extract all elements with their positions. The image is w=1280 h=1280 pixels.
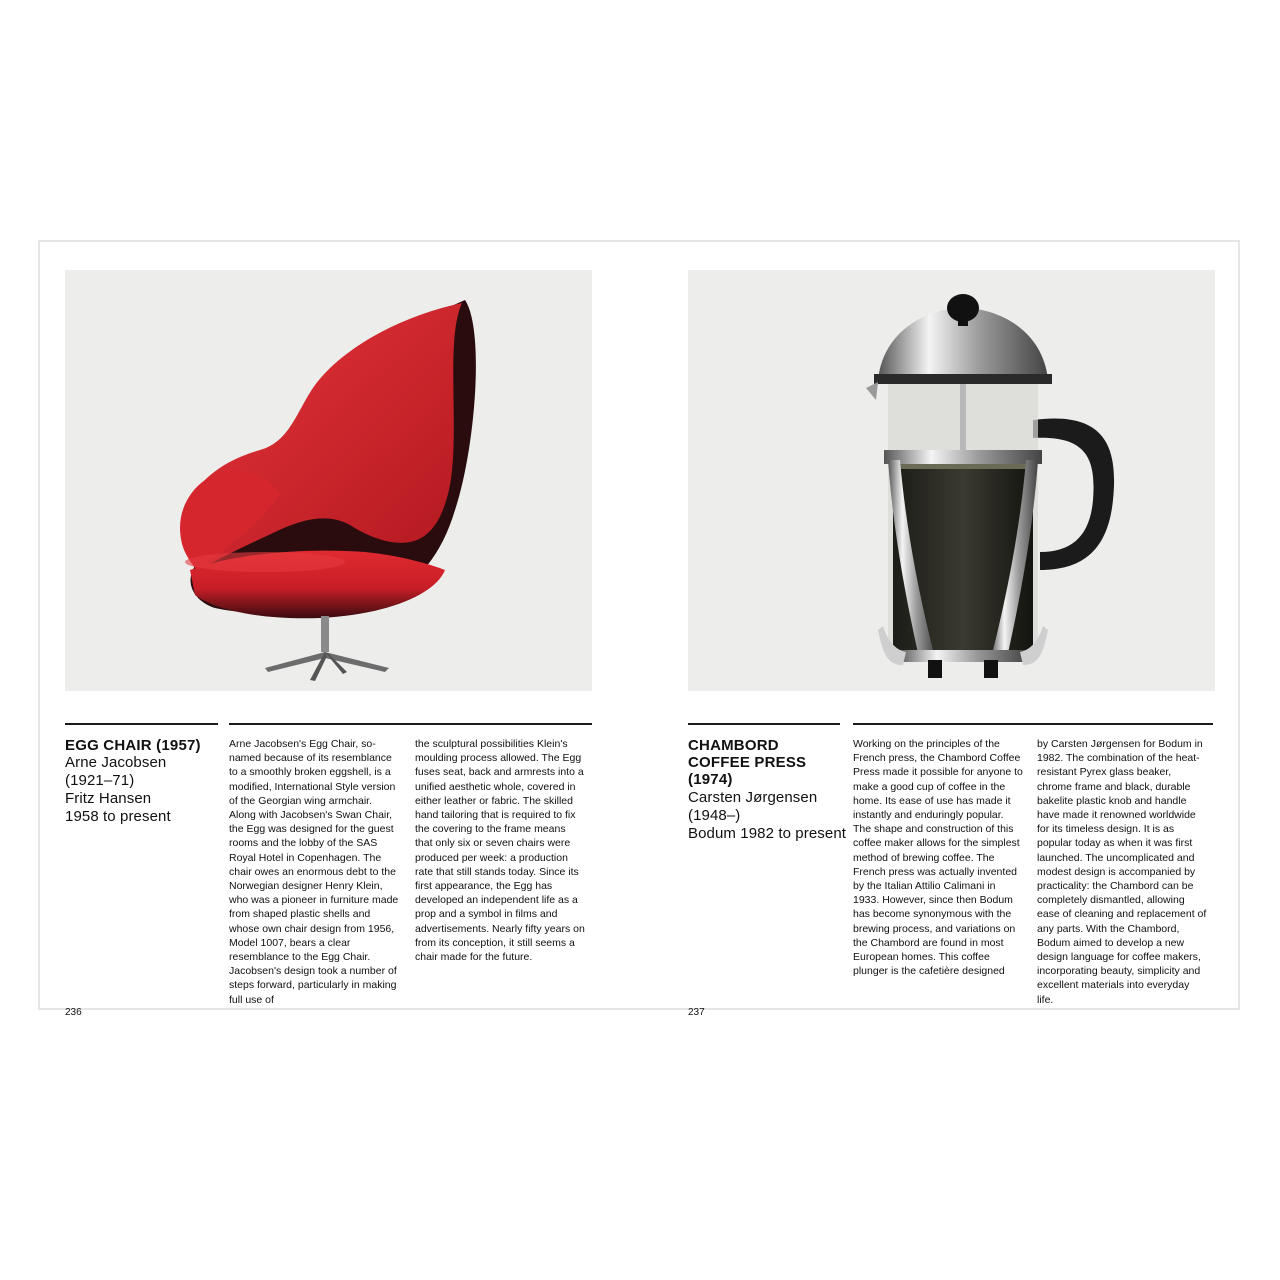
coffee-press-text-2: by Carsten Jørgensen for Bodum in 1982. The combination of the heat-resistant Pyrex glass beaker, chrome frame and black, durable bakelite plastic knob and handle have made it renowned worldwide for its timeless design. It is as popular today as when it was first launched. The uncomplicated and modest design is accompanied by practicality: the Chambord can be completely dismantled, allowing ease of cleaning and replacement of any parts. With the Chambord, Bodum aimed to develop a new design language for coffee makers, incorporating beauty, simplicity and excellent materials into everyday life. <box>1037 738 1207 1006</box>
egg-chair-text-1: Arne Jacobsen's Egg Chair, so-named because of its resemblance to a smoothly broken eggshell, is a modified, International Style version of the Georgian wing armchair. Along with Jacobsen's Swan Chair, the Egg was designed for the guest rooms and the lobby of the SAS Royal Hotel in Copenhagen. The chair owes an enormous debt to the Norwegian designer Henry Klein, who was a pioneer in furniture made from shaped plastic shells and whose own chair design from 1956, Model 1007, bears a clear resemblance to the Egg Chair. Jacobsen's design took a number of steps forward, particularly in making full use of <box>229 738 399 1006</box>
heading-rule-right <box>688 723 840 725</box>
egg-chair-production: 1958 to present <box>65 808 171 825</box>
coffee-press-body-column-2 <box>1037 737 1207 1007</box>
egg-chair-manufacturer: Fritz Hansen <box>65 790 152 807</box>
coffee-press-credits <box>688 789 853 843</box>
coffee-press-body-column-1 <box>853 737 1023 978</box>
page-number-right: 237 <box>688 1007 705 1018</box>
coffee-press-heading-line-2: COFFEE PRESS <box>688 754 807 771</box>
egg-chair-designer-years: (1921–71) <box>65 772 135 789</box>
body-rule-left <box>229 723 592 725</box>
coffee-press-heading-line-3: (1974) <box>688 771 733 788</box>
coffee-press-designer-years: (1948–) <box>688 807 741 824</box>
coffee-press-illustration <box>688 270 1215 691</box>
egg-chair-illustration <box>65 270 592 691</box>
coffee-press-photo <box>688 270 1215 691</box>
egg-chair-text-2: the sculptural possibilities Klein's moulding process allowed. The Egg fuses seat, back and armrests into a unified aesthetic whole, covered in either leather or fabric. The skilled hand tailoring that is required to fix the covering to the frame means that only six or seven chairs were produced per week: a production rate that still stands today. Since its first appearance, the Egg has developed an independent life as a prop and a symbol in films and advertisements. Nearly fifty years on from its conception, it still seems a chair made for the future. <box>415 738 585 964</box>
heading-rule-left <box>65 723 218 725</box>
coffee-press-text-1: Working on the principles of the French press, the Chambord Coffee Press made it possible for anyone to make a good cup of coffee in the home. Its ease of use has made it instantly and enduringly popular. The shape and construction of this coffee maker allows for the simplest method of brewing coffee. The French press was actually invented by the Italian Attilio Calimani in 1933. However, since then Bodum has become synonymous with the brewing process, and variations on the Chambord are found in most European homes. This coffee plunger is the cafetière designed <box>853 738 1023 978</box>
coffee-press-heading <box>688 737 848 788</box>
egg-chair-photo <box>65 270 592 691</box>
egg-chair-body-column-2 <box>415 737 585 964</box>
body-rule-right <box>853 723 1213 725</box>
coffee-press-designer: Carsten Jørgensen <box>688 789 818 806</box>
page-number-left: 236 <box>65 1007 82 1018</box>
egg-chair-credits <box>65 754 230 826</box>
book-spread <box>38 240 1240 1018</box>
egg-chair-heading: EGG CHAIR (1957) <box>65 737 201 754</box>
coffee-press-production: Bodum 1982 to present <box>688 825 847 842</box>
coffee-press-heading-line-1: CHAMBORD <box>688 737 779 754</box>
egg-chair-body-column-1 <box>229 737 399 1007</box>
egg-chair-designer: Arne Jacobsen <box>65 754 167 771</box>
